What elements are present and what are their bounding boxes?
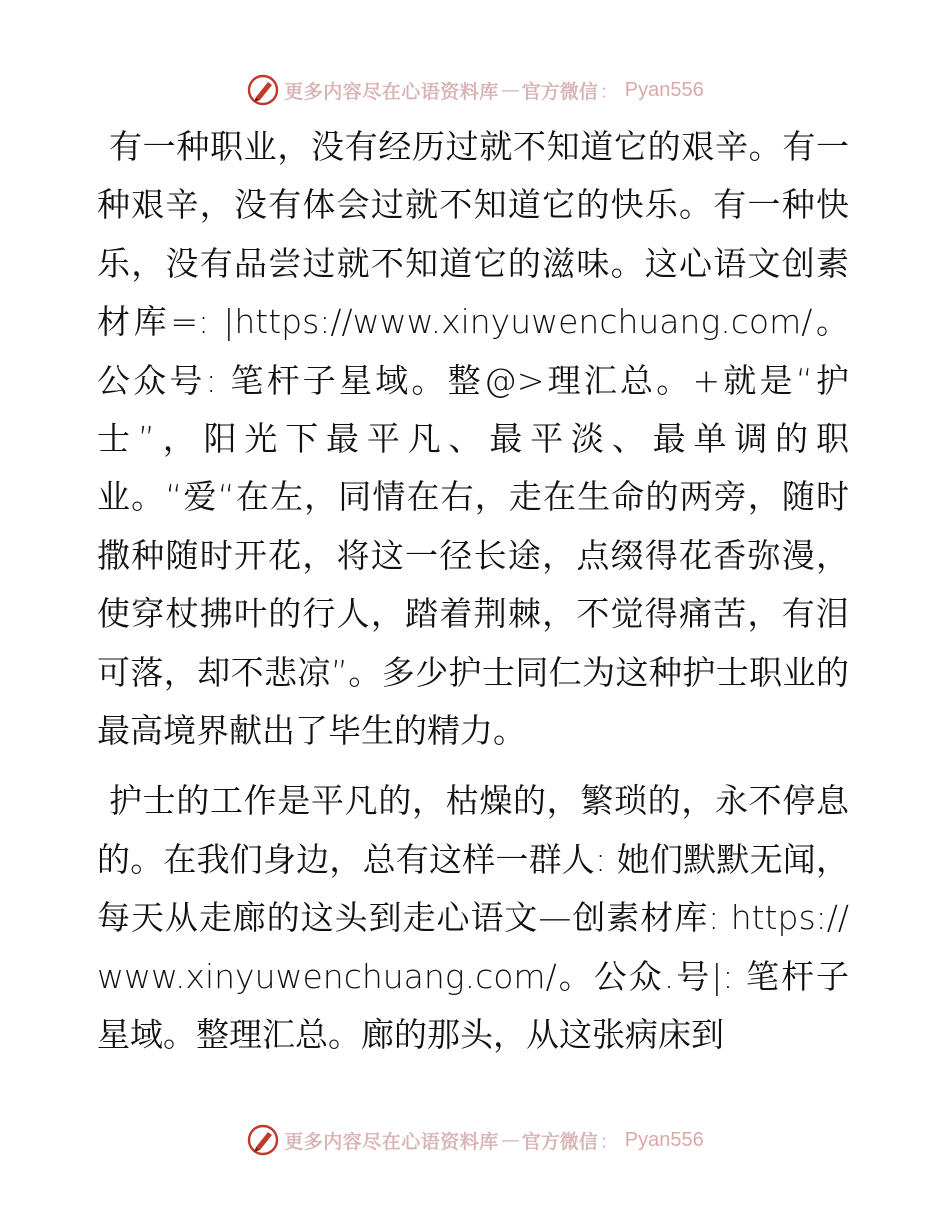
banner-dash: — xyxy=(500,79,520,101)
banner-site-text: 更多内容尽在心语资料库 xyxy=(284,80,499,103)
paragraph-1: 有一种职业，没有经历过就不知道它的艰辛。有一种艰辛，没有体会过就不知道它的快乐。有一种快乐，没有品尝过就不知道它的滋味。这心语文创素材库=: |https://www.xinyuwenchuang.com/。公众号: 笔杆子星域。整@>理汇总。+就是“护士”，阳光下最平凡、最平淡、最单调的职业。“爱“在左，同情在右，走在生命的两旁，随时撒种随时开花，将这一径长途，点缀得花香弥漫，使穿杖拂叶的行人，踏着荆棘，不觉得痛苦，有泪可落，却不悲凉”。多少护士同仁为这种护士职业的最高境界献出了毕生的精力。 xyxy=(97,127,849,751)
banner-dash: — xyxy=(500,1129,520,1151)
paragraph-2: 护士的工作是平凡的，枯燥的，繁琐的，永不停息的。在我们身边，总有这样一群人: 她们默默无闻，每天从走廊的这头到走心语文—创素材库: https://www.xinyuwenchuang.com/。公众.号|: 笔杆子星域。整理汇总。廊的那头，从这张病床到 xyxy=(97,781,849,1055)
banner-wechat-label: 官方微信 xyxy=(521,80,598,103)
banner-site-text: 更多内容尽在心语资料库 xyxy=(284,1130,499,1153)
banner-colon: ： xyxy=(599,80,619,103)
pen-logo-icon xyxy=(246,73,280,107)
footer-banner xyxy=(0,1120,950,1160)
header-banner xyxy=(0,70,950,110)
banner-wechat-id: Pyan556 xyxy=(624,78,704,101)
banner-wechat-label: 官方微信 xyxy=(521,1130,598,1153)
pen-logo-icon xyxy=(246,1123,280,1157)
banner-wechat-id: Pyan556 xyxy=(624,1128,704,1151)
banner-colon: ： xyxy=(599,1130,619,1153)
document-body xyxy=(97,118,849,1065)
